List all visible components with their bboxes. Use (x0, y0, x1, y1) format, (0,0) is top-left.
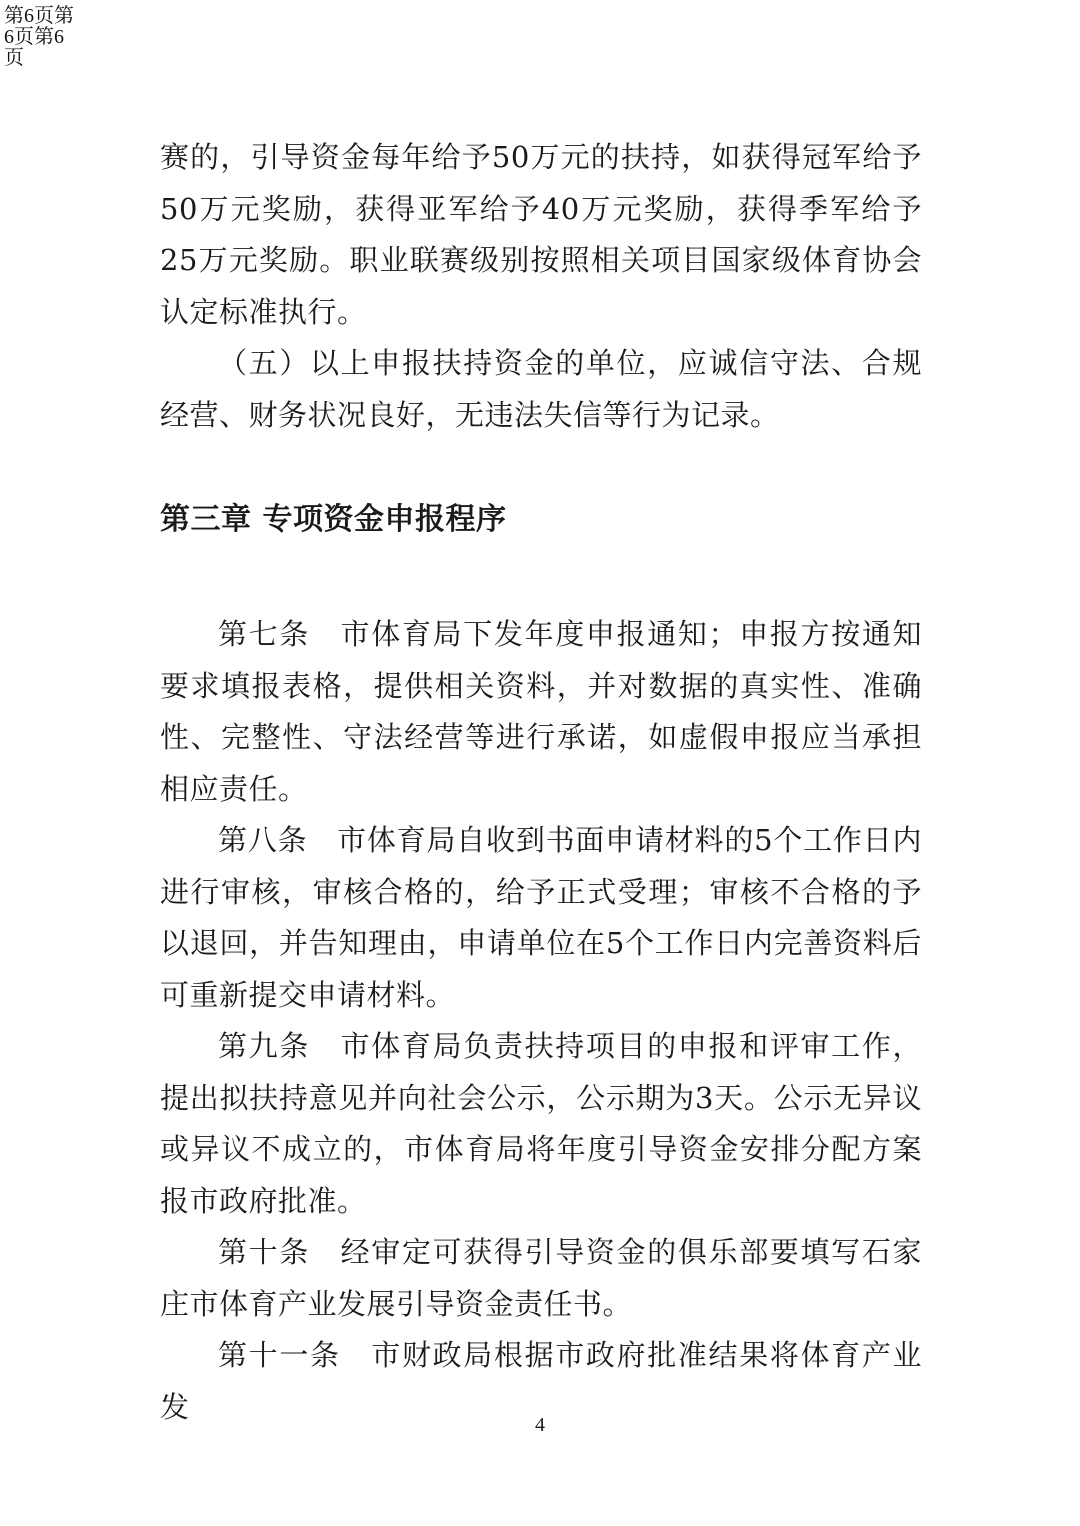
article-9: 第九条 市体育局负责扶持项目的申报和评审工作，提出拟扶持意见并向社会公示，公示期为3天。公示无异议或异议不成立的，市体育局将年度引导资金安排分配方案报市政府批准。 (160, 1029, 922, 1218)
article-7: 第七条 市体育局下发年度申报通知；申报方按通知要求填报表格，提供相关资料，并对数据的真实性、准确性、完整性、守法经营等进行承诺，如虚假申报应当承担相应责任。 (160, 617, 922, 806)
document-body (160, 132, 922, 1433)
article-8: 第八条 市体育局自收到书面申请材料的5个工作日内进行审核，审核合格的，给予正式受理；审核不合格的予以退回，并告知理由，申请单位在5个工作日内完善资料后可重新提交申请材料。 (160, 823, 922, 1012)
page-number: 4 (535, 1414, 545, 1436)
article-10: 第十条 经审定可获得引导资金的俱乐部要填写石家庄市体育产业发展引导资金责任书。 (160, 1235, 922, 1321)
paragraph-continuation: 赛的，引导资金每年给予50万元的扶持，如获得冠军给予50万元奖励，获得亚军给予40万元奖励，获得季军给予25万元奖励。职业联赛级别按照相关项目国家级体育协会认定标准执行。 (160, 140, 922, 329)
chapter-title: 第三章 专项资金申报程序 (160, 502, 507, 537)
paragraph-item-five: （五）以上申报扶持资金的单位，应诚信守法、合规经营、财务状况良好，无违法失信等行为记录。 (160, 346, 922, 432)
article-11: 第十一条 市财政局根据市政府批准结果将体育产业发 (160, 1338, 922, 1424)
page-header-label: 第6页第6页第6页 (4, 5, 74, 69)
